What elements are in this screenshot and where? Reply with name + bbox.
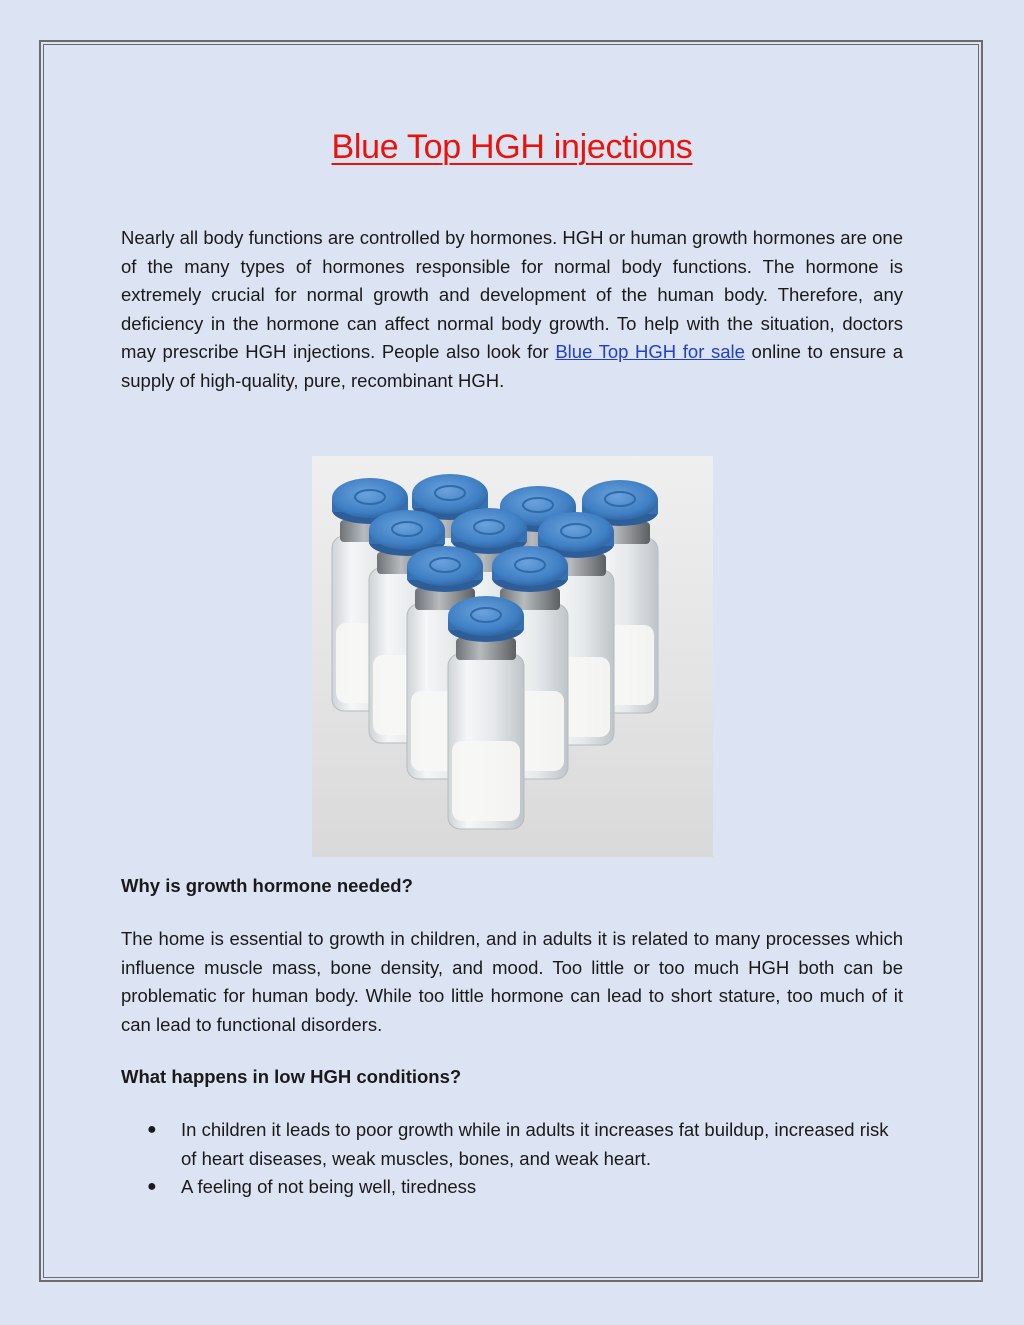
document-title: Blue Top HGH injections	[331, 128, 693, 166]
bullet-text: A feeling of not being well, tiredness	[181, 1176, 477, 1197]
section-heading-why	[121, 872, 903, 901]
vials-photo	[312, 456, 713, 857]
list-item	[121, 1173, 903, 1202]
blue-top-vials-image	[312, 456, 713, 857]
vial-icon	[448, 596, 524, 829]
body-why-text: The home is essential to growth in children, and in adults it is related to many processes which influence muscle mass, bone density, and mood. Too little or too much HGH both can be problematic for human body. While too little hormone can lead to short stature, too much of it can lead to functional disorders.	[121, 928, 903, 1035]
section-body-why	[121, 925, 903, 1039]
intro-paragraph	[121, 224, 903, 395]
section-heading-low-hgh	[121, 1063, 903, 1092]
bullet-icon: ●	[147, 1178, 157, 1195]
bullet-icon: ●	[147, 1121, 157, 1138]
low-hgh-bullet-list	[121, 1116, 903, 1202]
heading-low-hgh-text: What happens in low HGH conditions?	[121, 1066, 462, 1087]
heading-why-text: Why is growth hormone needed?	[121, 875, 413, 896]
bullet-text: In children it leads to poor growth while in adults it increases fat buildup, increased risk of heart diseases, weak muscles, bones, and weak heart.	[181, 1119, 889, 1169]
intro-text-after-link: online to ensure a supply of high-quality, pure, recombinant HGH.	[121, 341, 904, 391]
intro-text-before-link: Nearly all body functions are controlled by hormones. HGH or human growth hormones are one of the many types of hormones responsible for normal body functions. The hormone is extremely crucial for normal growth and development of the human body. Therefore, any deficiency in the hormone can affect normal body growth. To help with the situation, doctors may prescribe HGH injections. People also look for	[121, 227, 903, 362]
blue-top-hgh-link[interactable]: Blue Top HGH for sale	[555, 341, 745, 362]
list-item	[121, 1116, 903, 1173]
